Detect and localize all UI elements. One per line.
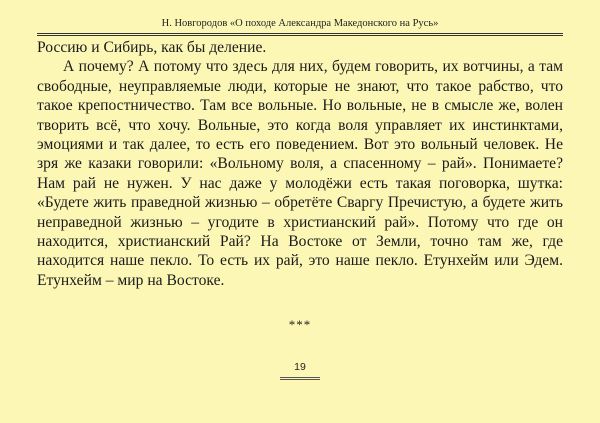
paragraph: А почему? А потому что здесь для них, будем говорить, их вотчины, а там свободные, неуправляемые люди, которые не знают, что такое рабство, что такое крепостничество. Там все вольные. Но вольные, не в смысле же, волен творить всё, что хочу. Вольные, это когда воля управляет их инстинктами, эмоциями и так далее, то есть его поведением. Вот это вольный человек. Не зря же казаки говорили: «Вольному воля, а спасенному – рай». Понимаете? Нам рай не нужен. У нас даже у молодёжи есть такая поговорка, шутка: «Будете жить праведной жизнью – обретёте Сваргу Пречистую, а будете жить неправедной жизнью – угодите в христианский рай». Потому что где он находится, христианский Рай? На Востоке от Земли, точно там же, где находится наше пекло. То есть их рай, это наше пекло. Етунхейм или Эдем. Етунхейм – мир на Востоке. — [37, 58, 563, 289]
footer-rule-bottom — [280, 379, 320, 380]
running-header: Н. Новгородов «О походе Александра Македонского на Русь» — [161, 18, 439, 29]
page-number: 19 — [294, 361, 306, 373]
header-rule-bottom — [37, 35, 563, 36]
paragraph-continuation: Россию и Сибирь, как бы деление. — [37, 39, 267, 56]
section-separator: *** — [288, 317, 312, 332]
body-text — [37, 38, 563, 290]
header-rule-top — [37, 33, 563, 34]
footer-rule-top — [280, 377, 320, 378]
